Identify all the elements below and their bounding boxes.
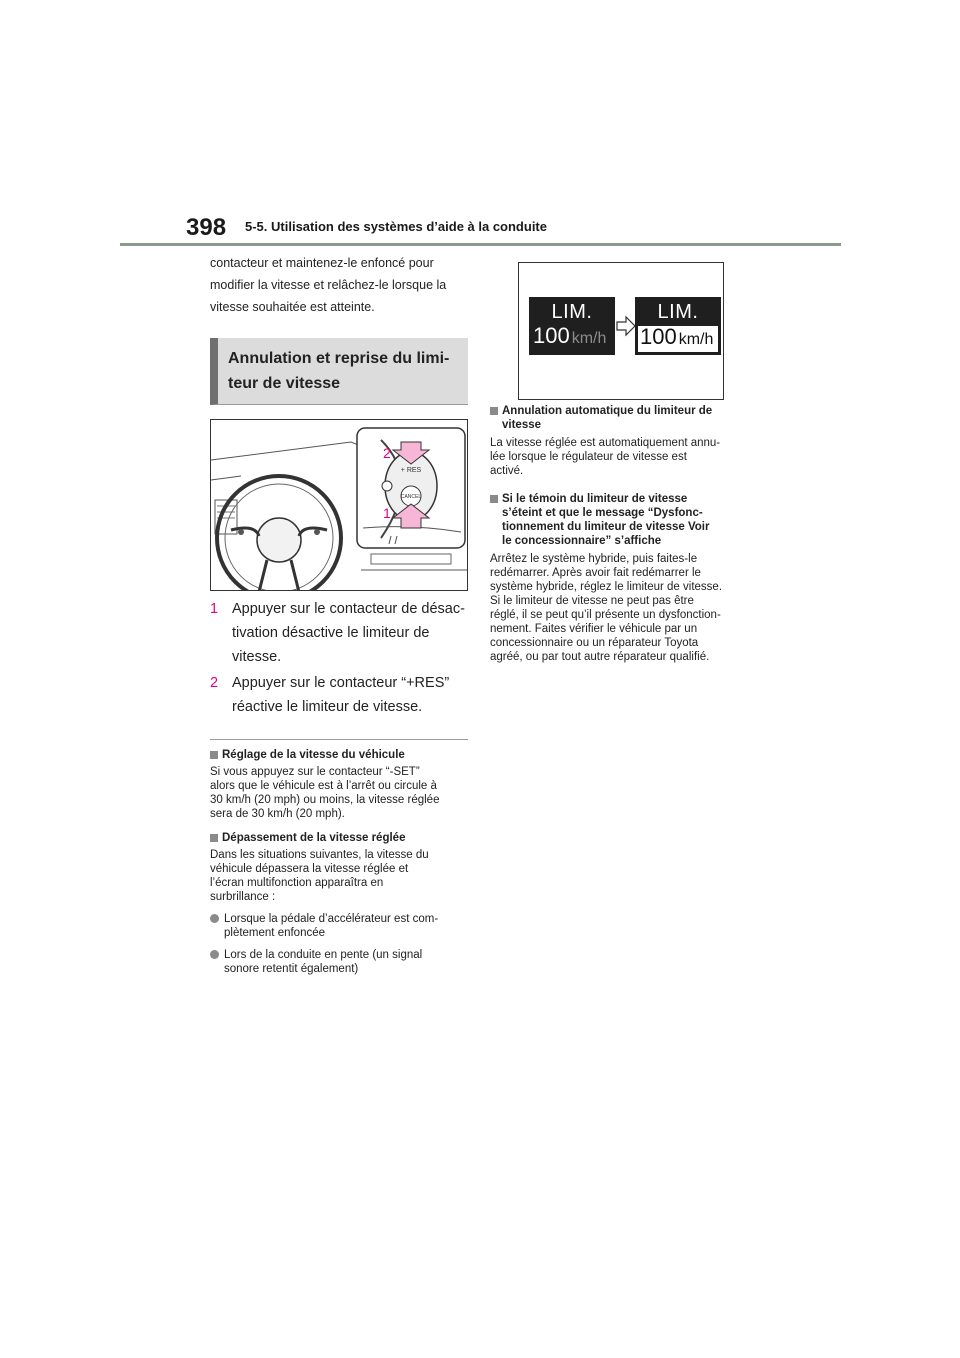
step-item [210, 597, 468, 669]
note-title-line: vitesse [502, 419, 542, 431]
note-title-line: Annulation automatique du limiteur de [502, 405, 713, 417]
note-line: nement. Faites vérifier le véhicule par un [490, 623, 698, 635]
note-line: véhicule dépassera la vitesse réglée et [210, 863, 409, 875]
intro-line: vitesse souhaitée est atteinte. [210, 300, 375, 314]
note-line: alors que le véhicule est à l’arrêt ou circule à [210, 780, 437, 792]
note-block [490, 492, 750, 664]
note-line: Dans les situations suivantes, la vitesse du [210, 849, 429, 861]
note-body [490, 436, 750, 478]
note-line: La vitesse réglée est automatiquement annu- [490, 437, 721, 449]
square-bullet-icon [210, 834, 218, 842]
note-body [490, 552, 750, 664]
note-title-line: le concessionnaire” s’affiche [502, 535, 662, 547]
note-line: Arrêtez le système hybride, puis faites-le [490, 553, 698, 565]
square-bullet-icon [490, 407, 498, 415]
note-block [210, 831, 468, 976]
note-title-line: Si le témoin du limiteur de vitesse [502, 493, 688, 505]
lim-highlight-area [638, 326, 718, 352]
note-body [210, 765, 468, 821]
bullet-text [224, 948, 422, 976]
note-title [490, 492, 750, 548]
left-column [210, 252, 468, 976]
square-bullet-icon [210, 751, 218, 759]
lim-unit: km/h [571, 330, 607, 347]
step-line: Appuyer sur le contacteur “+RES” [232, 675, 450, 691]
lim-value [640, 324, 713, 350]
note-line: lée lorsque le régulateur de vitesse est [490, 451, 687, 463]
step-line: réactive le limiteur de vitesse. [232, 699, 423, 715]
note-divider [210, 739, 468, 740]
note-line: surbrillance : [210, 891, 276, 903]
lim-value-number: 100 [533, 323, 570, 348]
steering-wheel-drawing [211, 420, 467, 590]
bullet-text [224, 912, 438, 940]
note-title-text: Dépassement de la vitesse réglée [222, 832, 406, 844]
note-title [210, 748, 468, 762]
square-bullet-icon [490, 495, 498, 503]
right-notes [490, 404, 750, 664]
note-line: Si vous appuyez sur le contacteur “-SET” [210, 766, 420, 778]
note-title-text [502, 404, 712, 432]
bullet-item [210, 948, 468, 976]
lim-label: LIM. [657, 301, 699, 323]
callout-1: 1 [383, 505, 391, 521]
note-line: Si le limiteur de vitesse ne peut pas être [490, 595, 694, 607]
note-block [210, 748, 468, 821]
note-title-text: Réglage de la vitesse du véhicule [222, 749, 405, 761]
lim-unit: km/h [678, 331, 714, 348]
heading-line: teur de vitesse [228, 375, 341, 392]
note-line: redémarrer. Après avoir fait redémarrer le [490, 567, 701, 579]
page-number: 398 [186, 214, 227, 241]
intro-paragraph [210, 252, 468, 318]
lim-display-normal [529, 297, 615, 355]
intro-line: modifier la vitesse et relâchez-le lorsque la [210, 278, 447, 292]
bullet-item [210, 912, 468, 940]
bullet-line: sonore retentit également) [224, 963, 359, 975]
section-heading [210, 338, 468, 405]
bullet-line: Lors de la conduite en pente (un signal [224, 949, 423, 961]
intro-line: contacteur et maintenez-le enfoncé pour [210, 256, 434, 270]
step-text [232, 671, 468, 719]
note-line: activé. [490, 465, 524, 477]
note-body [210, 848, 468, 904]
round-bullet-icon [210, 914, 219, 923]
lim-value-number: 100 [640, 324, 677, 349]
steps-list [210, 597, 468, 719]
step-number: 2 [210, 675, 219, 691]
note-line: sera de 30 km/h (20 mph). [210, 808, 345, 820]
note-title-line: tionnement du limiteur de vitesse Voir [502, 521, 710, 533]
step-line: tivation désactive le limiteur de [232, 625, 430, 641]
lim-value [533, 323, 606, 349]
header-rule [120, 243, 841, 246]
bullet-line: Lorsque la pédale d’accélérateur est com- [224, 913, 439, 925]
note-title [490, 404, 750, 432]
speed-limiter-display-illustration [518, 262, 724, 400]
note-block [490, 404, 750, 478]
step-text [232, 597, 468, 669]
note-line: concessionnaire ou un réparateur Toyota [490, 637, 699, 649]
bullet-line: plètement enfoncée [224, 927, 326, 939]
step-item [210, 671, 468, 719]
res-label: + RES [400, 467, 422, 474]
cancel-label: CANCEL [400, 494, 422, 500]
lim-display-highlighted [635, 297, 721, 355]
callout-2: 2 [383, 445, 391, 461]
note-line: l’écran multifonction apparaîtra en [210, 877, 384, 889]
heading-line: Annulation et reprise du limi- [228, 350, 450, 367]
arrow-right-icon [615, 315, 637, 337]
note-line: 30 km/h (20 mph) ou moins, la vitesse réglée [210, 794, 440, 806]
step-line: vitesse. [232, 649, 282, 665]
section-title: 5-5. Utilisation des systèmes d’aide à la conduite [245, 219, 547, 234]
note-line: système hybride, réglez le limiteur de vitesse. [490, 581, 723, 593]
note-line: agréé, ou par tout autre réparateur qualifié. [490, 651, 710, 663]
note-title-text [502, 492, 709, 548]
lim-label: LIM. [551, 301, 593, 323]
step-number: 1 [210, 601, 219, 617]
round-bullet-icon [210, 950, 219, 959]
steering-wheel-illustration [210, 419, 468, 591]
note-title [210, 831, 468, 845]
note-line: réglé, il se peut qu’il présente un dysfonction- [490, 609, 721, 621]
note-title-line: s’éteint et que le message “Dysfonc- [502, 507, 703, 519]
step-line: Appuyer sur le contacteur de désac- [232, 601, 465, 617]
